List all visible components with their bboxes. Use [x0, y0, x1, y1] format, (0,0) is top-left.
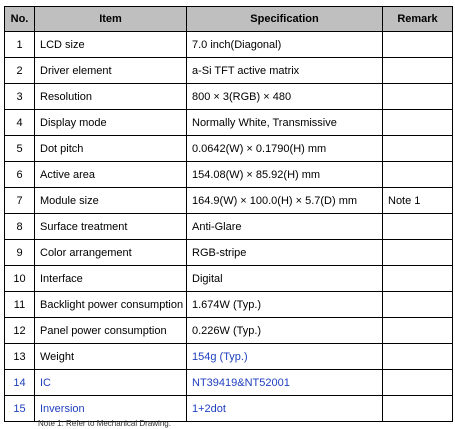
table-row: [5, 266, 453, 292]
row-spec: 154.08(W) × 85.92(H) mm: [187, 162, 383, 188]
row-spec: 0.226W (Typ.): [187, 318, 383, 344]
table-row: [5, 162, 453, 188]
row-item: Active area: [35, 162, 187, 188]
row-spec: 0.0642(W) × 0.1790(H) mm: [187, 136, 383, 162]
header-no: No.: [5, 7, 35, 32]
table-row: [5, 344, 453, 370]
row-no: 6: [5, 162, 35, 188]
table-row: [5, 396, 453, 422]
row-remark: [383, 58, 453, 84]
row-spec: Digital: [187, 266, 383, 292]
row-item: Weight: [35, 344, 187, 370]
table-row: [5, 110, 453, 136]
table-row: [5, 318, 453, 344]
specification-table: [4, 6, 453, 422]
row-remark: [383, 214, 453, 240]
header-remark: Remark: [383, 7, 453, 32]
row-remark: [383, 136, 453, 162]
row-no: 12: [5, 318, 35, 344]
header-item: Item: [35, 7, 187, 32]
table-row: [5, 214, 453, 240]
row-remark: [383, 292, 453, 318]
row-item: Panel power consumption: [35, 318, 187, 344]
row-item: Dot pitch: [35, 136, 187, 162]
row-item: IC: [35, 370, 187, 396]
table-row: [5, 58, 453, 84]
row-remark: [383, 266, 453, 292]
table-row: [5, 84, 453, 110]
table-row: [5, 292, 453, 318]
row-item: Resolution: [35, 84, 187, 110]
row-remark: [383, 240, 453, 266]
row-spec: 154g (Typ.): [187, 344, 383, 370]
row-remark: [383, 344, 453, 370]
table-row: [5, 32, 453, 58]
table-row: [5, 370, 453, 396]
row-no: 5: [5, 136, 35, 162]
row-remark: [383, 396, 453, 422]
row-spec: RGB-stripe: [187, 240, 383, 266]
table-row: [5, 188, 453, 214]
row-spec: a-Si TFT active matrix: [187, 58, 383, 84]
row-item: Inversion: [35, 396, 187, 422]
row-item: Surface treatment: [35, 214, 187, 240]
row-no: 13: [5, 344, 35, 370]
header-specification: Specification: [187, 7, 383, 32]
row-item: Display mode: [35, 110, 187, 136]
row-no: 9: [5, 240, 35, 266]
row-no: 1: [5, 32, 35, 58]
row-item: Backlight power consumption: [35, 292, 187, 318]
row-spec: 1+2dot: [187, 396, 383, 422]
row-no: 7: [5, 188, 35, 214]
row-no: 11: [5, 292, 35, 318]
row-no: 3: [5, 84, 35, 110]
row-spec: Normally White, Transmissive: [187, 110, 383, 136]
row-remark: [383, 84, 453, 110]
row-no: 8: [5, 214, 35, 240]
row-no: 4: [5, 110, 35, 136]
table-row: [5, 240, 453, 266]
row-spec: NT39419&NT52001: [187, 370, 383, 396]
row-no: 14: [5, 370, 35, 396]
row-item: Module size: [35, 188, 187, 214]
row-no: 10: [5, 266, 35, 292]
row-remark: [383, 162, 453, 188]
table-row: [5, 136, 453, 162]
row-spec: Anti-Glare: [187, 214, 383, 240]
row-no: 15: [5, 396, 35, 422]
row-item: LCD size: [35, 32, 187, 58]
row-spec: 7.0 inch(Diagonal): [187, 32, 383, 58]
row-spec: 1.674W (Typ.): [187, 292, 383, 318]
row-remark: [383, 110, 453, 136]
row-remark: [383, 370, 453, 396]
table-header-row: [5, 7, 453, 32]
row-no: 2: [5, 58, 35, 84]
row-item: Color arrangement: [35, 240, 187, 266]
row-remark: Note 1: [383, 188, 453, 214]
row-spec: 800 × 3(RGB) × 480: [187, 84, 383, 110]
row-item: Driver element: [35, 58, 187, 84]
row-item: Interface: [35, 266, 187, 292]
row-remark: [383, 32, 453, 58]
row-spec: 164.9(W) × 100.0(H) × 5.7(D) mm: [187, 188, 383, 214]
footnote: Note 1: Refer to Mechanical Drawing.: [38, 419, 171, 428]
row-remark: [383, 318, 453, 344]
